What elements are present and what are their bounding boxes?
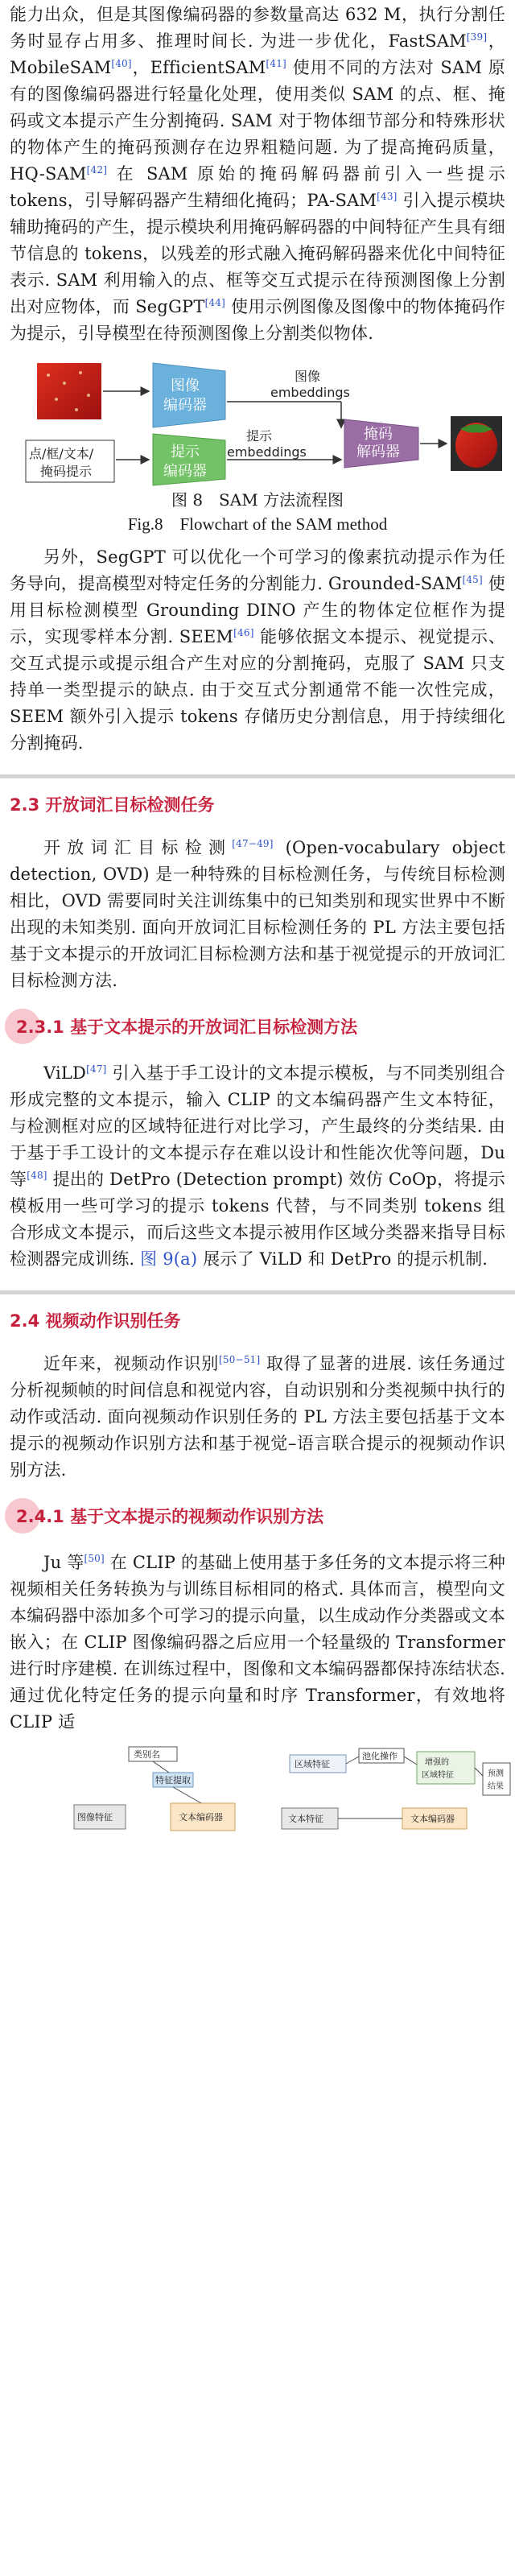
- fig9-a-text-encoder-label: 文本编码器: [179, 1812, 223, 1823]
- paragraph-ju-et-al: Ju 等[50] 在 CLIP 的基础上使用基于多任务的文本提示将三种视频相关任务转换为与训练目标相同的格式. 具体而言，模型向文本编码器中添加多个可学习的提示向量，以生成动作分类器或文本嵌入；在 CLIP 图像编码器之后应用一个轻量级的 Transformer 进行时序建模. 在训练过程中，图像和文本编码器都保持冻结状态. 通过优化特定任务的提示向量和时序 Transformer，有效地将 CLIP 适: [10, 1553, 505, 1732]
- citation-ref[interactable]: [47−49]: [232, 838, 274, 849]
- figure-8-caption-cn: 图 8 SAM 方法流程图: [171, 490, 344, 510]
- fig9-b-enhanced-label: 增强的 区域特征: [422, 1758, 454, 1780]
- citation-ref[interactable]: [39]: [466, 31, 488, 43]
- fig9-a-feature-label: 特征提取: [155, 1775, 191, 1785]
- citation-ref[interactable]: [42]: [86, 164, 108, 175]
- fig9-b-region-label: 区域特征: [295, 1759, 330, 1769]
- prompt-encoder-label: 提示 编码器: [163, 444, 207, 480]
- citation-ref[interactable]: [47]: [86, 1063, 107, 1075]
- figure-8-sam-flowchart: [0, 355, 515, 488]
- figure-8-caption-en: Fig.8 Flowchart of the SAM method: [127, 514, 388, 534]
- section-heading-2-4-1: 2.4.1 基于文本提示的视频动作识别方法: [16, 1507, 324, 1526]
- paragraph-ovd: 开放词汇目标检测[47−49] (Open-vocabulary object detection, OVD) 是一种特殊的目标检测任务，与传统目标检测相比，OVD 需要同时关注训练集中的已知类别和现实世界中不断出现的未知类别. 面向开放词汇目标检测任务的 PL 方法主要包括基于文本提示的开放词汇目标检测方法和基于视觉提示的开放词汇目标检测方法.: [10, 838, 505, 990]
- citation-ref[interactable]: [46]: [233, 627, 254, 638]
- input-image: [37, 363, 101, 419]
- image-encoder-block: [153, 363, 225, 427]
- citation-ref[interactable]: [50−51]: [219, 1354, 261, 1365]
- citation-ref[interactable]: [40]: [111, 58, 132, 69]
- citation-ref[interactable]: [48]: [27, 1170, 47, 1181]
- citation-ref[interactable]: [50]: [84, 1553, 105, 1564]
- image-embeddings-label: 图像 embeddings: [270, 369, 350, 400]
- figure-9-diagram: [0, 1740, 515, 1837]
- citation-ref[interactable]: [45]: [462, 574, 483, 585]
- figure-9-partial: [0, 1740, 515, 1837]
- section-heading-2-3: 2.3 开放词汇目标检测任务: [10, 795, 215, 815]
- figure-link[interactable]: 图 9(a): [140, 1249, 198, 1269]
- fig9-b-text-feature-label: 文本特征: [288, 1814, 323, 1824]
- fig9-b-pred-label: 预测 结果: [488, 1769, 504, 1791]
- fig9-a-image-feature-label: 图像特征: [77, 1812, 113, 1823]
- paragraph-sam-variants: 能力出众，但是其图像编码器的参数量高达 632 M，执行分割任务时显存占用多、推理时间长. 为进一步优化，FastSAM[39]，MobileSAM[40]，EfficientSAM[41] 使用不同的方法对 SAM 原有的图像编码器进行轻量化处理，使用类似 SAM 的点、框、掩码或文本提示产生分割掩码. SAM 对于物体细节部分和特殊形状的物体产生的掩码预测存在边界粗糙问题. 为了提高掩码质量，HQ-SAM[42] 在 SAM 原始的掩码解码器前引入一些提示 tokens，引导解码器产生精细化掩码；PA-SAM[43] 引入提示模块辅助掩码的产生，提示模块利用掩码解码器的中间特征产生具有细节信息的 tokens，以残差的形式融入掩码解码器来优化中间特征表示. SAM 利用输入的点、框等交互式提示在待预测图像上分割出对应物体，而 SegGPT[44] 使用示例图像及图像中的物体掩码作为提示，引导模型在待预测图像上分割类似物体.: [10, 5, 505, 343]
- citation-ref[interactable]: [43]: [377, 191, 398, 202]
- mask-decoder-label: 掩码 解码器: [356, 426, 400, 460]
- paragraph-video-action: 近年来，视频动作识别[50−51] 取得了显著的进展. 该任务通过分析视频帧的时间信息和视觉内容，自动识别和分类视频中执行的动作或活动. 面向视频动作识别任务的 PL 方法主要包括基于文本提示的视频动作识别方法和基于视觉–语言联合提示的视频动作识别方法.: [10, 1354, 506, 1480]
- image-encoder-label: 图像 编码器: [163, 378, 207, 414]
- citation-ref[interactable]: [41]: [266, 58, 286, 69]
- fig9-a-class-label: 类别名: [134, 1749, 160, 1760]
- prompt-embeddings-label: 提示 embeddings: [227, 428, 307, 460]
- subsection-2-3-1-wrapper: [0, 1009, 515, 1044]
- fig9-b-pool-label: 池化操作: [362, 1751, 398, 1761]
- paragraph-vild: ViLD[47] 引入基于手工设计的文本提示模板，与不同类别组合形成完整的文本提示，输入 CLIP 的文本编码器产生文本特征，与检测框对应的区域特征进行对比学习，产生最终的分类结果. 由于基于手工设计的文本提示存在难以设计和性能次优等问题，Du 等[48] 提出的 DetPro (Detection prompt) 效仿 CoOp，将提示模板用一些可学习的提示 tokens 代替，与不同类别 tokens 组合形成文本提示，而后这些文本提示被用作区域分类器来指导目标检测器完成训练. 图 9(a) 展示了 ViLD 和 DetPro 的提示机制.: [10, 1063, 505, 1269]
- subsection-2-4-1-wrapper: [0, 1498, 515, 1534]
- prompt-input-label: 点/框/文本/ 掩码提示: [29, 446, 94, 479]
- section-heading-2-4: 2.4 视频动作识别任务: [10, 1311, 181, 1331]
- fig9-b-text-encoder-label: 文本编码器: [410, 1814, 455, 1824]
- citation-ref[interactable]: [44]: [204, 297, 226, 308]
- section-heading-2-3-1: 2.3.1 基于文本提示的开放词汇目标检测方法: [16, 1018, 358, 1037]
- sam-flowchart-diagram: [0, 355, 515, 488]
- paragraph-seggpt: 另外，SegGPT 可以优化一个可学习的像素抗动提示作为任务导向，提高模型对特定任务的分割能力. Grounded-SAM[45] 使用目标检测模型 Grounding DINO 产生的物体定位框作为提示，实现零样本分割. SEEM[46] 能够依据文本提示、视觉提示、交互式提示或提示组合产生对应的分割掩码，克服了 SAM 只支持单一类型提示的缺点. 由于交互式分割通常不能一次性完成，SEEM 额外引入提示 tokens 存储历史分割信息，用于持续细化分割掩码.: [10, 547, 505, 753]
